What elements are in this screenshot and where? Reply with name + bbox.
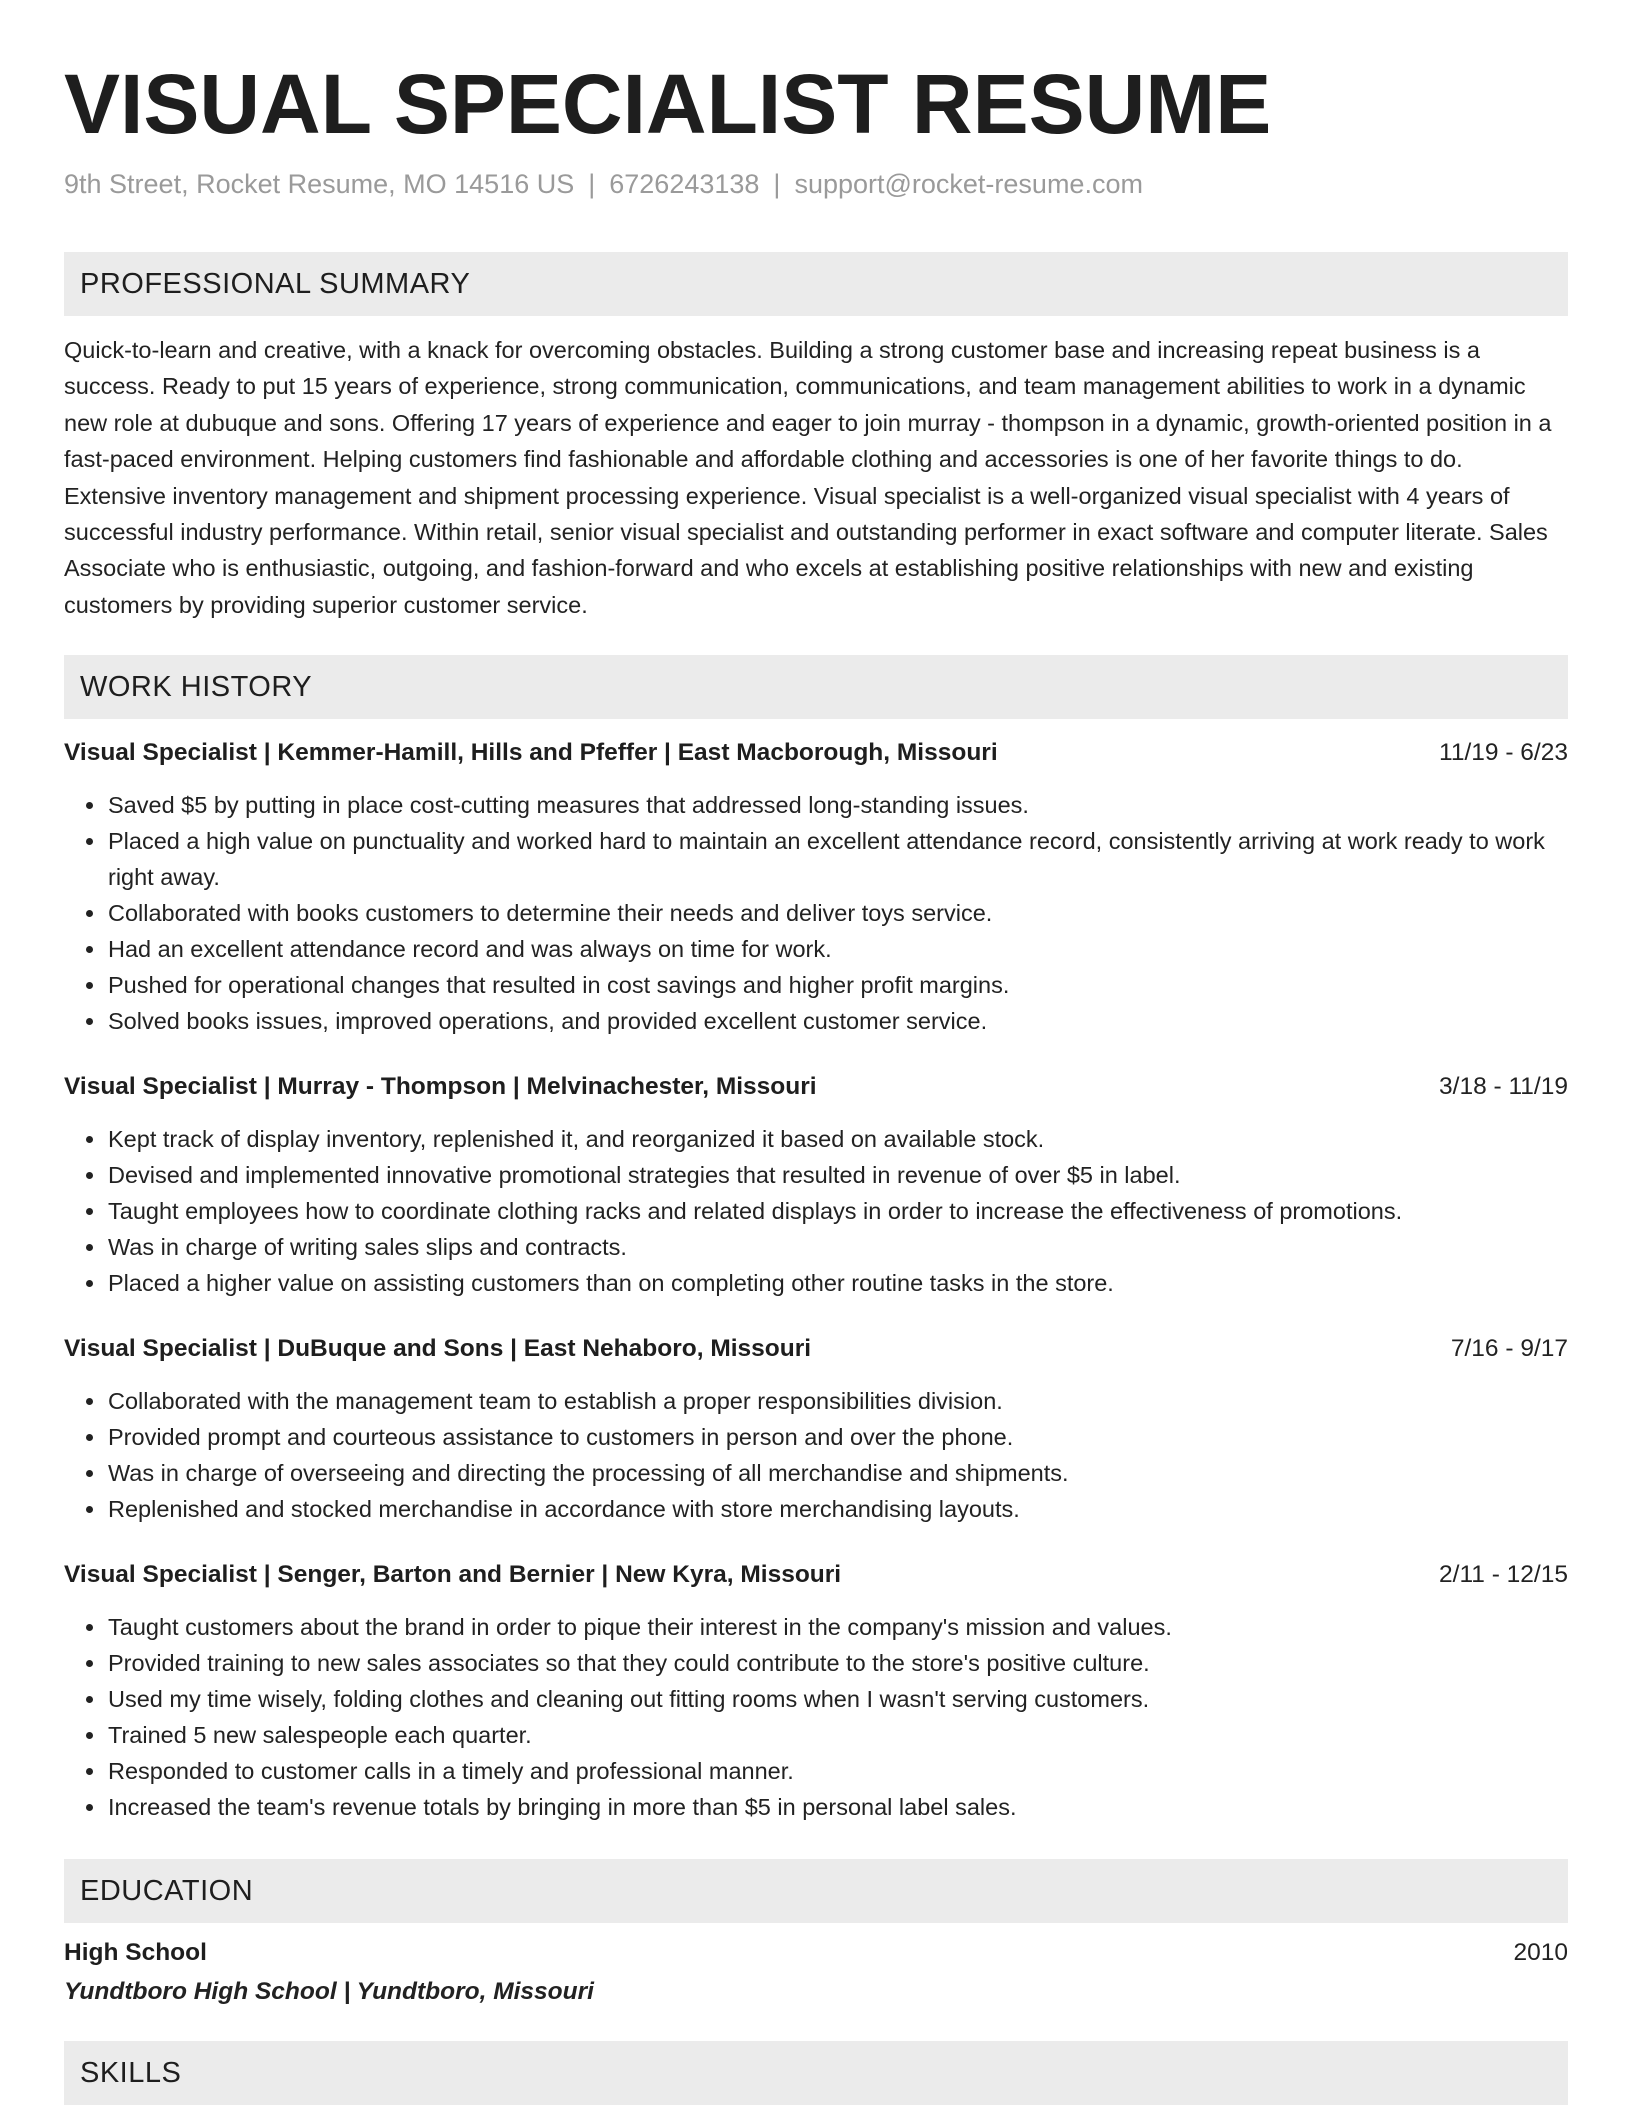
job-title: Visual Specialist | Kemmer-Hamill, Hills and Pfeffer | East Macborough, Missouri [64, 739, 998, 767]
list-item: • Taught customers about the brand in order to pique their interest in the company's mission and values. [107, 1609, 1568, 1645]
job-entry [64, 735, 1568, 1039]
section-heading: WORK HISTORY [80, 670, 313, 703]
job-bullet-list [64, 1121, 1568, 1301]
job-header [64, 1331, 1568, 1367]
resume-page [64, 0, 1568, 2105]
job-title: Visual Specialist | Murray - Thompson | Melvinachester, Missouri [64, 1073, 817, 1101]
contact-separator: | [588, 169, 596, 199]
education-entry [64, 1935, 1568, 2011]
education-degree: High School [64, 1939, 207, 1967]
job-bullet-list [64, 1383, 1568, 1527]
contact-email: support@rocket-resume.com [794, 169, 1143, 199]
section-work-history [64, 655, 1568, 719]
list-item: • Placed a higher value on assisting customers than on completing other routine tasks in the store. [107, 1265, 1568, 1301]
list-item: • Increased the team's revenue totals by bringing in more than $5 in personal label sales. [107, 1789, 1568, 1825]
list-item: • Replenished and stocked merchandise in accordance with store merchandising layouts. [107, 1491, 1568, 1527]
list-item: • Saved $5 by putting in place cost-cutting measures that addressed long-standing issues. [107, 787, 1568, 823]
resume-title: VISUAL SPECIALIST RESUME [64, 57, 1272, 151]
job-entry [64, 1069, 1568, 1301]
list-item: • Collaborated with books customers to determine their needs and deliver toys service. [107, 895, 1568, 931]
list-item: • Solved books issues, improved operations, and provided excellent customer service. [107, 1003, 1568, 1039]
job-dates: 7/16 - 9/17 [1450, 1335, 1568, 1363]
list-item: • Trained 5 new salespeople each quarter. [107, 1717, 1568, 1753]
job-entry [64, 1331, 1568, 1527]
list-item: • Used my time wisely, folding clothes and cleaning out fitting rooms when I wasn't serving customers. [107, 1681, 1568, 1717]
section-skills [64, 2041, 1568, 2105]
education-header [64, 1935, 1568, 1971]
section-heading: PROFESSIONAL SUMMARY [80, 267, 471, 300]
list-item: • Kept track of display inventory, replenished it, and reorganized it based on available stock. [107, 1121, 1568, 1157]
job-dates: 11/19 - 6/23 [1439, 739, 1568, 767]
contact-separator: | [773, 169, 781, 199]
list-item: • Collaborated with the management team to establish a proper responsibilities division. [107, 1383, 1568, 1419]
job-entry [64, 1557, 1568, 1825]
contact-line [64, 166, 1568, 202]
contact-address: 9th Street, Rocket Resume, MO 14516 US [64, 169, 575, 199]
list-item: • Had an excellent attendance record and was always on time for work. [107, 931, 1568, 967]
list-item: • Devised and implemented innovative promotional strategies that resulted in revenue of over $5 in label. [107, 1157, 1568, 1193]
education-year: 2010 [1513, 1939, 1568, 1967]
list-item: • Responded to customer calls in a timely and professional manner. [107, 1753, 1568, 1789]
job-header [64, 1557, 1568, 1593]
section-heading: SKILLS [80, 2056, 182, 2089]
job-header [64, 1069, 1568, 1105]
list-item: • Provided prompt and courteous assistance to customers in person and over the phone. [107, 1419, 1568, 1455]
job-dates: 3/18 - 11/19 [1439, 1073, 1568, 1101]
job-title: Visual Specialist | DuBuque and Sons | East Nehaboro, Missouri [64, 1335, 812, 1363]
job-title: Visual Specialist | Senger, Barton and Bernier | New Kyra, Missouri [64, 1561, 842, 1589]
section-heading: EDUCATION [80, 1874, 254, 1907]
job-bullet-list [64, 1609, 1568, 1825]
job-bullet-list [64, 787, 1568, 1039]
list-item: • Pushed for operational changes that resulted in cost savings and higher profit margins. [107, 967, 1568, 1003]
job-header [64, 735, 1568, 771]
list-item: • Was in charge of overseeing and directing the processing of all merchandise and shipments. [107, 1455, 1568, 1491]
section-professional-summary [64, 252, 1568, 316]
summary-text: Quick-to-learn and creative, with a knack for overcoming obstacles. Building a strong customer base and increasing repeat business is a success. Ready to put 15 years of experience, strong communication, communications, and team management abilities to work in a dynamic new role at dubuque and sons. Offering 17 years of experience and eager to join murray - thompson in a dynamic, growth-oriented position in a fast-paced environment. Helping customers find fashionable and affordable clothing and accessories is one of her favorite things to do. Extensive inventory management and shipment processing experience. Visual specialist is a well-organized visual specialist with 4 years of successful industry performance. Within retail, senior visual specialist and outstanding performer in exact software and computer literate. Sales Associate who is enthusiastic, outgoing, and fashion-forward and who excels at establishing positive relationships with new and existing customers by providing superior customer service. [64, 337, 1552, 618]
job-dates: 2/11 - 12/15 [1439, 1561, 1568, 1589]
education-school: Yundtboro High School | Yundtboro, Missouri [64, 1978, 594, 2006]
contact-phone: 6726243138 [609, 169, 760, 199]
list-item: • Was in charge of writing sales slips and contracts. [107, 1229, 1568, 1265]
list-item: • Provided training to new sales associates so that they could contribute to the store's positive culture. [107, 1645, 1568, 1681]
list-item: • Placed a high value on punctuality and worked hard to maintain an excellent attendance record, consistently arriving at work ready to work right away. [107, 823, 1568, 895]
list-item: • Taught employees how to coordinate clothing racks and related displays in order to increase the effectiveness of promotions. [107, 1193, 1568, 1229]
section-education [64, 1859, 1568, 1923]
